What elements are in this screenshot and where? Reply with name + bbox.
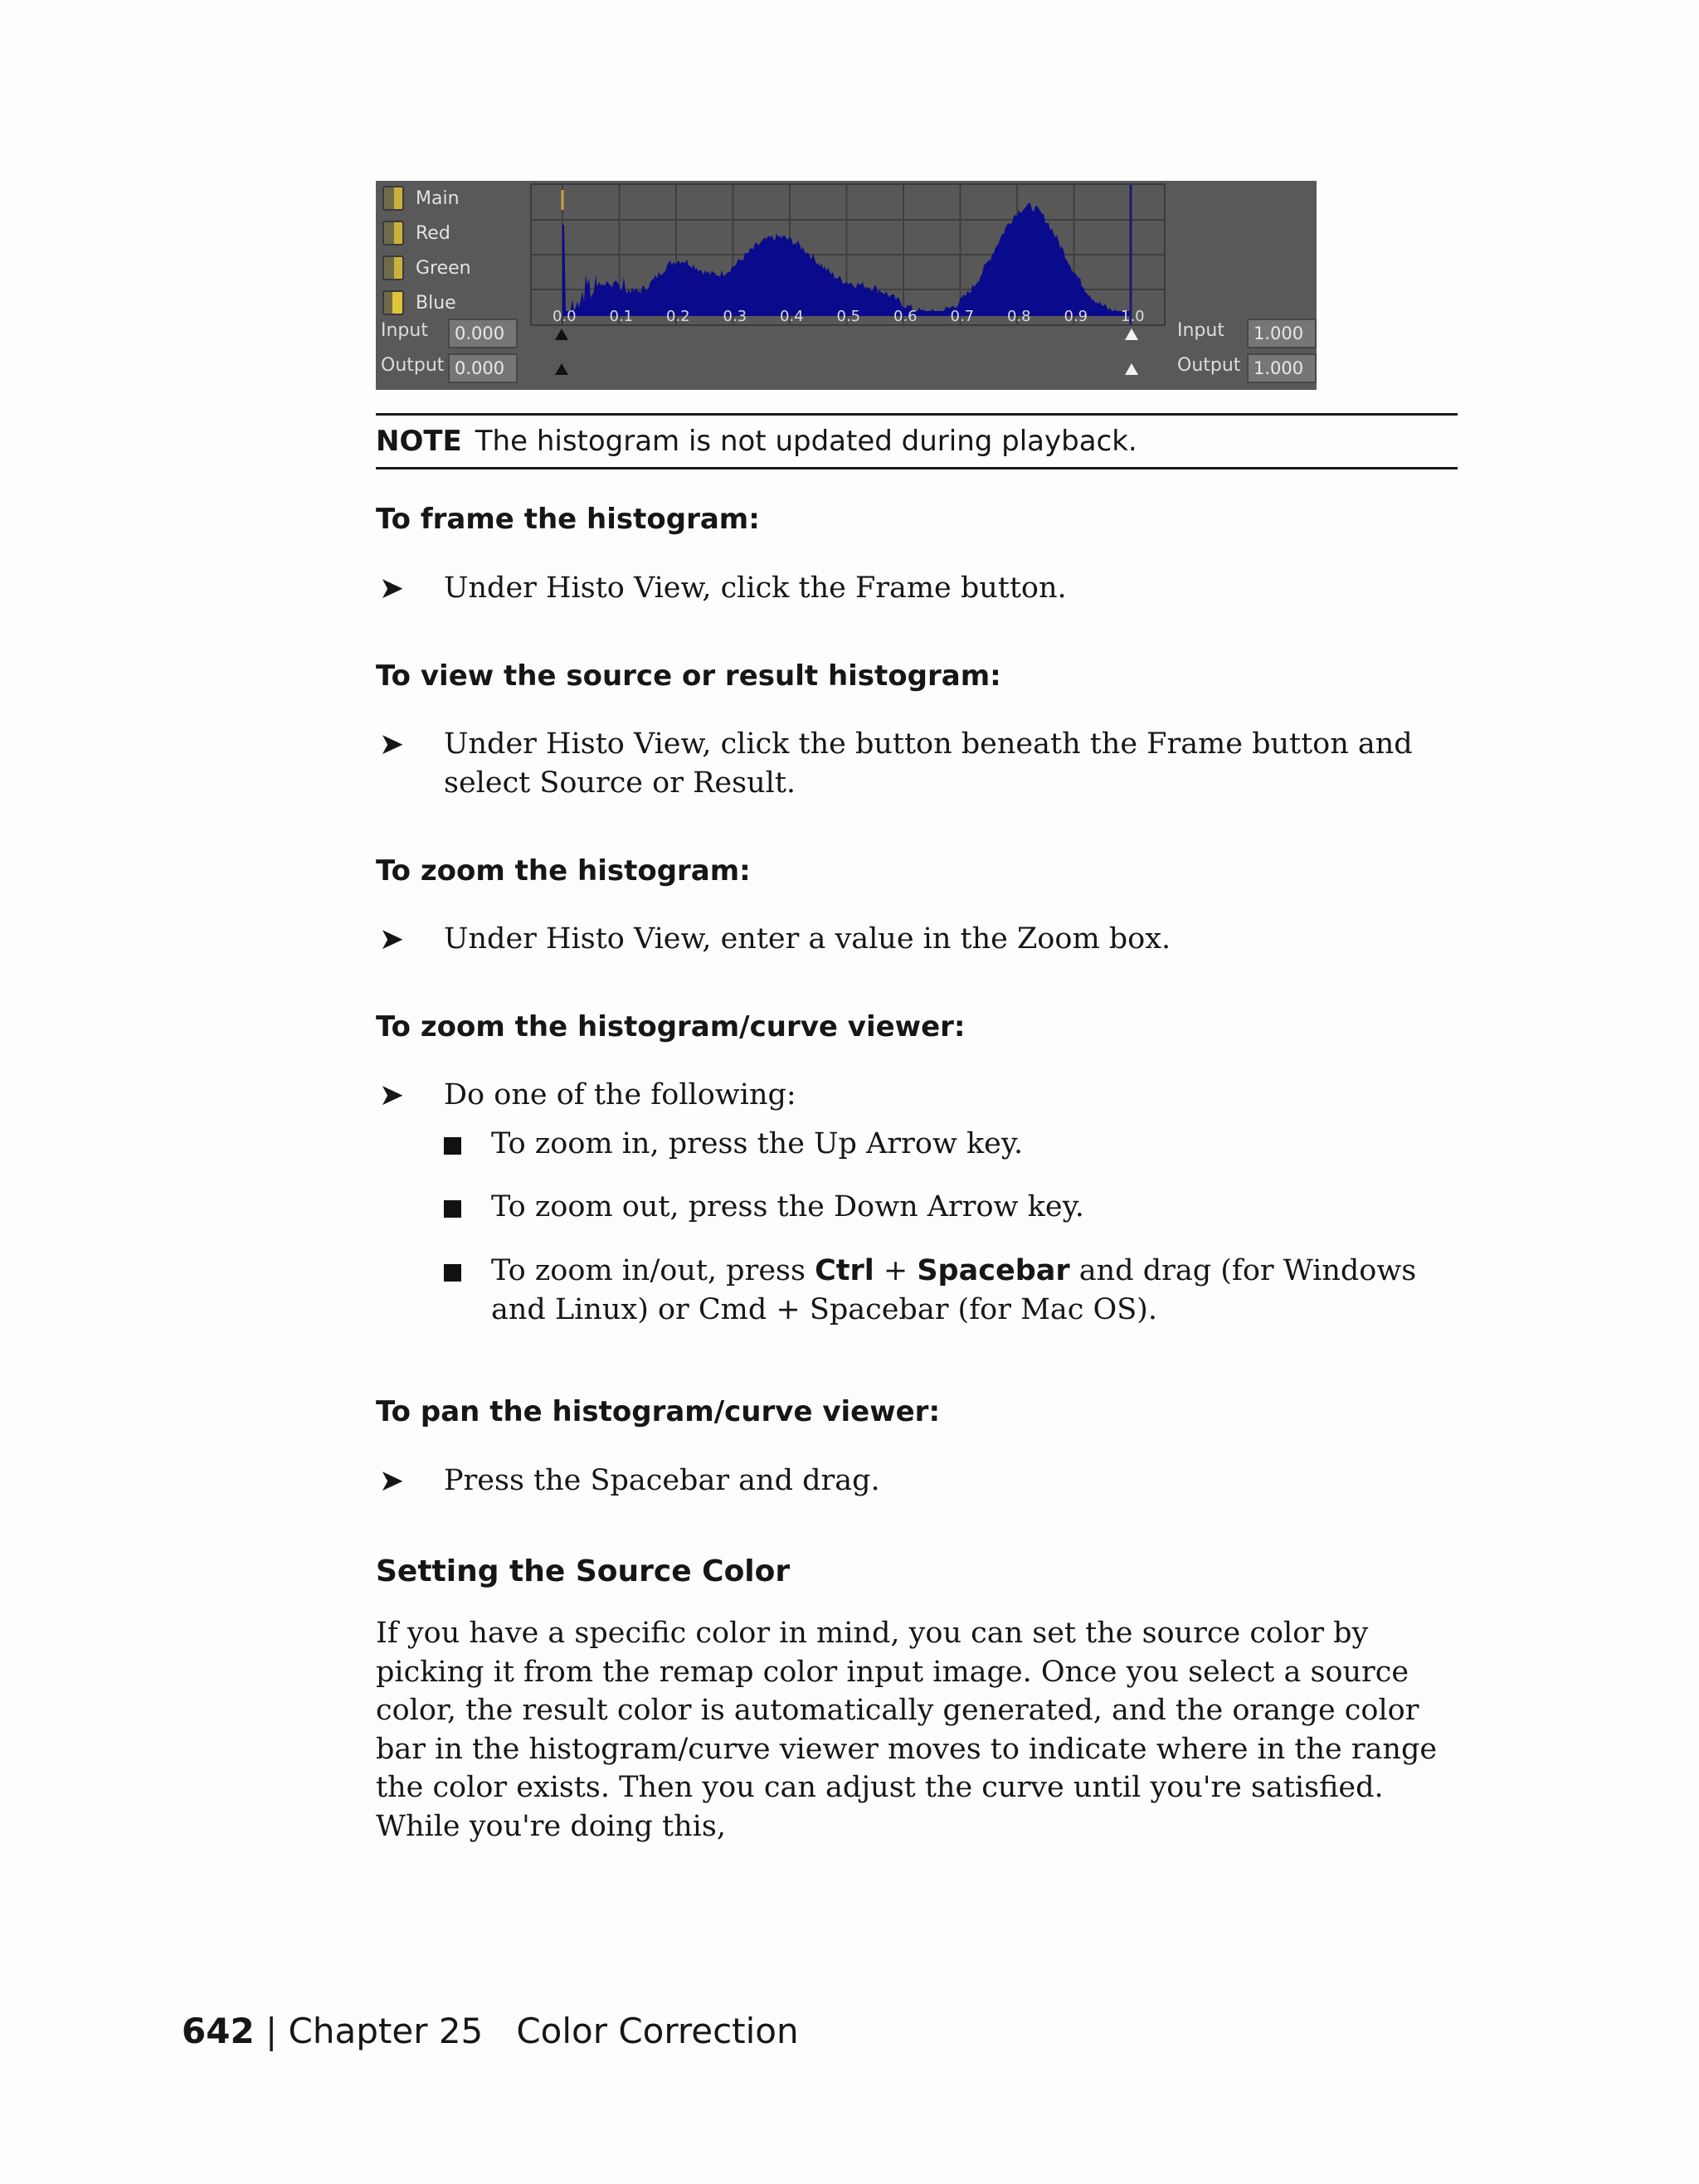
output-black-marker[interactable] <box>555 363 568 375</box>
tick-label: 0.3 <box>723 308 747 324</box>
left-input-label: Input <box>381 320 428 341</box>
ctrl-key: Ctrl <box>815 1254 874 1287</box>
bullet-text <box>491 1252 1463 1330</box>
bullet-text: To zoom out, press the Down Arrow key. <box>491 1190 1084 1223</box>
square-bullet-icon <box>444 1264 461 1282</box>
tick-label: 0.1 <box>609 308 634 324</box>
tick-label: 0.2 <box>666 308 690 324</box>
bullet-text-pre: To zoom in/out, press <box>491 1254 815 1287</box>
tick-label: 0.8 <box>1007 308 1031 324</box>
procedure-step-zoom <box>376 920 1463 959</box>
footer-separator: | <box>265 2011 278 2051</box>
page-footer <box>182 2011 799 2051</box>
right-output-label: Output <box>1177 355 1241 376</box>
left-output-label: Output <box>381 355 445 376</box>
right-input-field[interactable]: 1.000 <box>1247 319 1317 348</box>
procedure-heading-frame: To frame the histogram: <box>376 503 760 536</box>
bullet-text-post: and drag (for Windows and Linux) or Cmd + Spacebar (for Mac OS). <box>491 1254 1417 1326</box>
procedure-step-frame <box>376 569 1463 608</box>
page-number: 642 <box>182 2011 255 2051</box>
spacebar-key: Spacebar <box>917 1254 1070 1287</box>
bullet-zoom-out <box>442 1188 1463 1227</box>
left-output-field[interactable]: 0.000 <box>448 353 518 383</box>
square-bullet-icon <box>444 1137 461 1155</box>
bullet-text: To zoom in, press the Up Arrow key. <box>491 1127 1024 1160</box>
tick-label: 0.6 <box>893 308 918 324</box>
right-output-field[interactable]: 1.000 <box>1247 353 1317 383</box>
step-text: Do one of the following: <box>444 1078 796 1111</box>
note-text: The histogram is not updated during playback. <box>475 425 1137 458</box>
channel-red-checkbox[interactable] <box>382 221 404 246</box>
output-white-marker[interactable] <box>1125 363 1138 375</box>
histogram-plot[interactable] <box>530 183 1166 326</box>
procedure-heading-zoom-viewer: To zoom the histogram/curve viewer: <box>376 1010 966 1043</box>
procedure-heading-source-result: To view the source or result histogram: <box>376 659 1001 693</box>
note-box <box>376 413 1458 469</box>
body-paragraph: If you have a specific color in mind, you can set the source color by picking it from the remap color input image. Once you select a source color, the result color is automatically generated, and the orange color bar in the histogram/curve viewer moves to indicate where in the range the color exists. Then you can adjust the curve until you're satisfied. While you're doing this, <box>376 1617 1438 1843</box>
input-black-marker[interactable] <box>555 328 568 340</box>
channel-main-label: Main <box>416 187 460 209</box>
input-white-marker[interactable] <box>1125 328 1138 340</box>
tick-label: 1.0 <box>1121 308 1145 324</box>
channel-blue[interactable] <box>382 289 456 317</box>
chapter-number: Chapter 25 <box>288 2011 484 2051</box>
step-text: Under Histo View, click the Frame button. <box>444 572 1067 605</box>
arrow-icon: ➤ <box>379 727 405 761</box>
arrow-icon: ➤ <box>379 572 405 606</box>
note-tag: NOTE <box>376 425 462 458</box>
channel-green[interactable] <box>382 254 471 282</box>
procedure-heading-pan: To pan the histogram/curve viewer: <box>376 1395 941 1428</box>
channel-green-checkbox[interactable] <box>382 255 404 280</box>
bullet-zoom-in-out <box>442 1252 1463 1330</box>
histogram-widget <box>376 181 1317 390</box>
channel-main[interactable] <box>382 184 460 212</box>
channel-red[interactable] <box>382 219 450 247</box>
tick-label: 0.5 <box>836 308 861 324</box>
channel-red-label: Red <box>416 222 450 244</box>
left-input-field[interactable]: 0.000 <box>448 319 518 348</box>
right-input-label: Input <box>1177 320 1224 341</box>
plus-sign: + <box>874 1254 918 1287</box>
step-text: Under Histo View, enter a value in the Zoom box. <box>444 922 1171 956</box>
arrow-icon: ➤ <box>379 922 405 956</box>
procedure-heading-zoom: To zoom the histogram: <box>376 854 751 888</box>
tick-label: 0.9 <box>1064 308 1088 324</box>
chapter-title: Color Correction <box>516 2011 799 2051</box>
procedure-step-pan <box>376 1462 1463 1501</box>
channel-main-checkbox[interactable] <box>382 186 404 211</box>
arrow-icon: ➤ <box>379 1464 405 1498</box>
step-text: Under Histo View, click the button beneath the Frame button and select Source or Result. <box>444 727 1413 800</box>
section-title: Setting the Source Color <box>376 1554 791 1588</box>
procedure-step-source-result <box>376 725 1463 803</box>
tick-label: 0.0 <box>553 308 577 324</box>
arrow-icon: ➤ <box>379 1078 405 1112</box>
tick-label: 0.4 <box>780 308 804 324</box>
tick-label: 0.7 <box>950 308 975 324</box>
square-bullet-icon <box>444 1200 461 1218</box>
channel-green-label: Green <box>416 257 471 279</box>
channel-blue-label: Blue <box>416 292 456 314</box>
procedure-step-zoom-viewer <box>376 1076 1463 1115</box>
channel-blue-checkbox[interactable] <box>382 290 404 315</box>
bullet-zoom-in <box>442 1125 1463 1164</box>
step-text: Press the Spacebar and drag. <box>444 1464 880 1497</box>
